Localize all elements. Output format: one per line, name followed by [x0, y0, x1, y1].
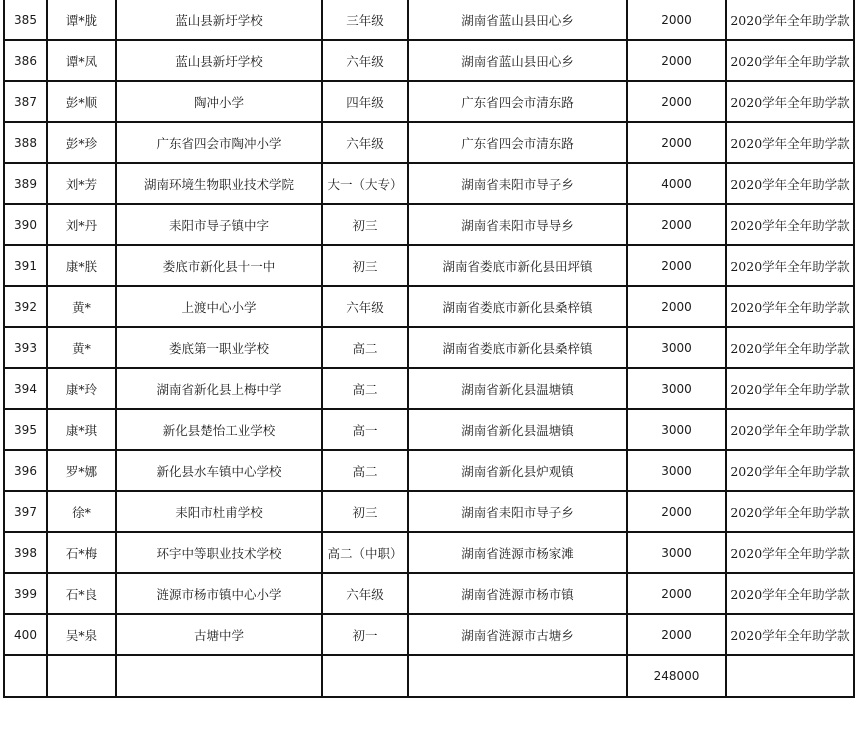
cell-grade: 大一（大专）	[322, 163, 408, 204]
total-empty-cell	[408, 655, 627, 697]
cell-note: 2020学年全年助学款	[726, 204, 854, 245]
cell-school: 耒阳市杜甫学校	[116, 491, 322, 532]
table-row	[4, 368, 854, 409]
cell-school: 新化县水车镇中心学校	[116, 450, 322, 491]
cell-address: 湖南省涟源市杨家滩	[408, 532, 627, 573]
cell-amount: 3000	[627, 409, 726, 450]
cell-number: 385	[4, 0, 47, 40]
cell-note: 2020学年全年助学款	[726, 450, 854, 491]
cell-student-name: 石*梅	[47, 532, 116, 573]
cell-address: 湖南省新化县温塘镇	[408, 409, 627, 450]
cell-address: 湖南省新化县温塘镇	[408, 368, 627, 409]
cell-number: 392	[4, 286, 47, 327]
cell-grade: 六年级	[322, 286, 408, 327]
table-row	[4, 40, 854, 81]
cell-amount: 2000	[627, 245, 726, 286]
cell-number: 397	[4, 491, 47, 532]
table-row	[4, 122, 854, 163]
cell-amount: 3000	[627, 368, 726, 409]
table-row	[4, 245, 854, 286]
cell-note: 2020学年全年助学款	[726, 368, 854, 409]
cell-number: 386	[4, 40, 47, 81]
cell-student-name: 刘*丹	[47, 204, 116, 245]
cell-student-name: 康*琪	[47, 409, 116, 450]
cell-grade: 六年级	[322, 573, 408, 614]
cell-number: 396	[4, 450, 47, 491]
cell-grade: 六年级	[322, 40, 408, 81]
table-row	[4, 450, 854, 491]
cell-school: 娄底第一职业学校	[116, 327, 322, 368]
cell-address: 湖南省耒阳市导导乡	[408, 204, 627, 245]
cell-note: 2020学年全年助学款	[726, 327, 854, 368]
cell-address: 湖南省蓝山县田心乡	[408, 0, 627, 40]
cell-amount: 2000	[627, 573, 726, 614]
table-row	[4, 614, 854, 655]
cell-address: 广东省四会市清东路	[408, 122, 627, 163]
cell-student-name: 石*良	[47, 573, 116, 614]
cell-note: 2020学年全年助学款	[726, 409, 854, 450]
cell-number: 400	[4, 614, 47, 655]
cell-student-name: 谭*胧	[47, 0, 116, 40]
cell-amount: 2000	[627, 81, 726, 122]
cell-note: 2020学年全年助学款	[726, 40, 854, 81]
cell-amount: 2000	[627, 40, 726, 81]
cell-amount: 4000	[627, 163, 726, 204]
table-row	[4, 409, 854, 450]
cell-address: 湖南省涟源市杨市镇	[408, 573, 627, 614]
cell-number: 391	[4, 245, 47, 286]
cell-school: 耒阳市导子镇中字	[116, 204, 322, 245]
cell-student-name: 刘*芳	[47, 163, 116, 204]
cell-note: 2020学年全年助学款	[726, 81, 854, 122]
cell-address: 湖南省耒阳市导子乡	[408, 491, 627, 532]
cell-school: 古塘中学	[116, 614, 322, 655]
table-row	[4, 573, 854, 614]
cell-number: 394	[4, 368, 47, 409]
cell-student-name: 彭*珍	[47, 122, 116, 163]
table-row	[4, 0, 854, 40]
total-row	[4, 655, 854, 697]
cell-note: 2020学年全年助学款	[726, 532, 854, 573]
cell-address: 湖南省娄底市新化县田坪镇	[408, 245, 627, 286]
cell-note: 2020学年全年助学款	[726, 573, 854, 614]
cell-amount: 3000	[627, 532, 726, 573]
cell-grade: 三年级	[322, 0, 408, 40]
cell-address: 湖南省娄底市新化县桑梓镇	[408, 327, 627, 368]
table-row	[4, 327, 854, 368]
cell-school: 湖南省新化县上梅中学	[116, 368, 322, 409]
table-row	[4, 81, 854, 122]
cell-number: 399	[4, 573, 47, 614]
cell-amount: 2000	[627, 122, 726, 163]
cell-note: 2020学年全年助学款	[726, 491, 854, 532]
cell-grade: 高二（中职）	[322, 532, 408, 573]
cell-grade: 高二	[322, 368, 408, 409]
cell-amount: 2000	[627, 0, 726, 40]
total-amount: 248000	[627, 655, 726, 697]
cell-address: 湖南省蓝山县田心乡	[408, 40, 627, 81]
cell-student-name: 彭*顺	[47, 81, 116, 122]
cell-school: 环宇中等职业技术学校	[116, 532, 322, 573]
student-aid-table	[3, 0, 855, 698]
cell-address: 湖南省耒阳市导子乡	[408, 163, 627, 204]
cell-note: 2020学年全年助学款	[726, 0, 854, 40]
cell-school: 上渡中心小学	[116, 286, 322, 327]
cell-number: 387	[4, 81, 47, 122]
cell-grade: 初三	[322, 204, 408, 245]
cell-student-name: 罗*娜	[47, 450, 116, 491]
cell-grade: 四年级	[322, 81, 408, 122]
cell-amount: 2000	[627, 204, 726, 245]
cell-number: 393	[4, 327, 47, 368]
cell-note: 2020学年全年助学款	[726, 286, 854, 327]
cell-amount: 2000	[627, 491, 726, 532]
cell-address: 广东省四会市清东路	[408, 81, 627, 122]
table-body	[4, 0, 854, 697]
cell-address: 湖南省娄底市新化县桑梓镇	[408, 286, 627, 327]
cell-student-name: 吴*泉	[47, 614, 116, 655]
total-empty-cell	[726, 655, 854, 697]
cell-student-name: 康*玲	[47, 368, 116, 409]
table-row	[4, 204, 854, 245]
table-row	[4, 491, 854, 532]
cell-grade: 六年级	[322, 122, 408, 163]
table-row	[4, 286, 854, 327]
cell-amount: 3000	[627, 450, 726, 491]
cell-amount: 3000	[627, 327, 726, 368]
cell-address: 湖南省新化县炉观镇	[408, 450, 627, 491]
total-empty-cell	[116, 655, 322, 697]
cell-school: 湖南环境生物职业技术学院	[116, 163, 322, 204]
cell-note: 2020学年全年助学款	[726, 163, 854, 204]
cell-number: 390	[4, 204, 47, 245]
cell-school: 娄底市新化县十一中	[116, 245, 322, 286]
cell-grade: 高二	[322, 327, 408, 368]
cell-note: 2020学年全年助学款	[726, 614, 854, 655]
table-row	[4, 532, 854, 573]
cell-grade: 初一	[322, 614, 408, 655]
cell-student-name: 黄*	[47, 327, 116, 368]
cell-student-name: 康*朕	[47, 245, 116, 286]
total-empty-cell	[322, 655, 408, 697]
cell-address: 湖南省涟源市古塘乡	[408, 614, 627, 655]
cell-note: 2020学年全年助学款	[726, 245, 854, 286]
cell-number: 398	[4, 532, 47, 573]
cell-grade: 高二	[322, 450, 408, 491]
cell-student-name: 谭*凤	[47, 40, 116, 81]
cell-amount: 2000	[627, 286, 726, 327]
cell-grade: 初三	[322, 491, 408, 532]
total-empty-cell	[47, 655, 116, 697]
table-row	[4, 163, 854, 204]
cell-grade: 高一	[322, 409, 408, 450]
cell-school: 新化县楚怡工业学校	[116, 409, 322, 450]
cell-amount: 2000	[627, 614, 726, 655]
cell-number: 388	[4, 122, 47, 163]
cell-grade: 初三	[322, 245, 408, 286]
total-empty-cell	[4, 655, 47, 697]
cell-student-name: 黄*	[47, 286, 116, 327]
cell-school: 蓝山县新圩学校	[116, 0, 322, 40]
cell-note: 2020学年全年助学款	[726, 122, 854, 163]
cell-school: 陶冲小学	[116, 81, 322, 122]
cell-school: 蓝山县新圩学校	[116, 40, 322, 81]
cell-number: 395	[4, 409, 47, 450]
cell-student-name: 徐*	[47, 491, 116, 532]
cell-school: 广东省四会市陶冲小学	[116, 122, 322, 163]
cell-number: 389	[4, 163, 47, 204]
cell-school: 涟源市杨市镇中心小学	[116, 573, 322, 614]
